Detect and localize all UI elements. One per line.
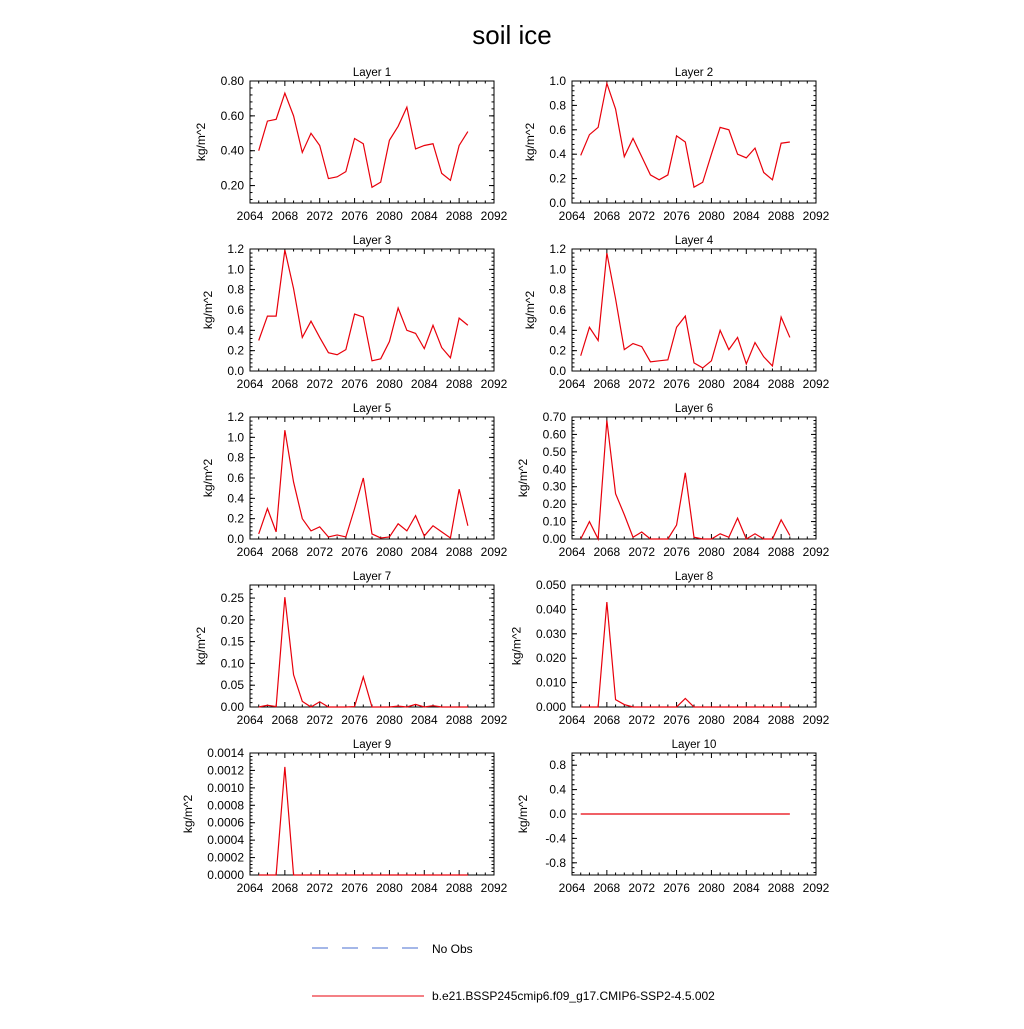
x-tick-label: 2088 (445, 377, 473, 391)
panel-title-7: Layer 7 (352, 571, 392, 583)
x-tick-label: 2092 (802, 881, 830, 895)
y-tick-label: 0.6 (549, 122, 566, 137)
x-tick-label: 2088 (445, 209, 473, 223)
series-line-layer-1 (259, 93, 468, 187)
x-tick-label: 2064 (236, 377, 264, 391)
y-tick-label: 0.2 (549, 343, 566, 358)
x-tick-label: 2068 (271, 377, 299, 391)
panel-title-4: Layer 4 (674, 235, 714, 247)
y-tick-label: 0.0010 (207, 780, 244, 795)
y-axis-label-5: kg/m^2 (200, 458, 215, 498)
x-tick-label: 2084 (410, 713, 438, 727)
y-tick-label: 0.4 (549, 323, 566, 338)
panel-title-6: Layer 6 (674, 403, 714, 415)
x-tick-label: 2076 (341, 377, 368, 391)
x-tick-label: 2068 (271, 881, 299, 895)
x-tick-label: 2084 (410, 377, 438, 391)
series-line-layer-2 (581, 83, 790, 187)
y-tick-label: 0.2 (227, 511, 244, 526)
y-tick-label: 1.2 (227, 242, 244, 256)
x-tick-label: 2080 (698, 377, 725, 391)
x-tick-label: 2068 (593, 545, 621, 559)
y-tick-label: 0.0 (549, 196, 566, 210)
x-tick-label: 2088 (767, 881, 795, 895)
series-line-layer-6 (581, 420, 790, 539)
panel-frame-4 (572, 249, 816, 371)
y-tick-label: 0.8 (549, 282, 566, 297)
x-tick-label: 2064 (558, 545, 586, 559)
y-tick-label: 0.80 (220, 74, 244, 88)
y-tick-label: 0.8 (549, 758, 566, 773)
x-tick-label: 2064 (558, 377, 586, 391)
x-tick-label: 2080 (698, 713, 725, 727)
x-tick-label: 2076 (663, 881, 690, 895)
y-tick-label: 0.0000 (207, 868, 244, 882)
x-tick-label: 2076 (341, 545, 368, 559)
x-tick-label: 2088 (767, 377, 795, 391)
y-tick-label: 0.6 (227, 303, 244, 317)
x-tick-label: 2080 (376, 881, 403, 895)
y-tick-label: 0.0008 (207, 798, 244, 813)
y-tick-label: 0.0014 (207, 746, 244, 760)
y-tick-label: 0.040 (535, 602, 566, 617)
x-tick-label: 2092 (802, 209, 830, 223)
y-tick-label: 0.10 (220, 656, 244, 671)
y-tick-label: 0.8 (227, 450, 244, 465)
y-tick-label: 0.4 (549, 147, 566, 162)
x-tick-label: 2092 (480, 545, 508, 559)
panel-layer-2 (523, 67, 830, 223)
panel-title-5: Layer 5 (352, 403, 392, 415)
x-tick-label: 2084 (732, 713, 760, 727)
x-tick-label: 2064 (236, 209, 264, 223)
x-tick-label: 2064 (236, 881, 264, 895)
x-tick-label: 2084 (410, 545, 438, 559)
x-tick-label: 2088 (445, 713, 473, 727)
x-tick-label: 2080 (698, 209, 725, 223)
x-tick-label: 2068 (271, 545, 299, 559)
y-axis-label-2: kg/m^2 (522, 122, 537, 162)
y-tick-label: 0.0004 (207, 833, 244, 848)
y-tick-label: 0.000 (535, 700, 566, 714)
y-tick-label: 0.4 (227, 491, 244, 506)
x-tick-label: 2084 (410, 881, 438, 895)
x-tick-label: 2064 (236, 545, 264, 559)
y-tick-label: -0.8 (545, 855, 566, 870)
legend (312, 942, 715, 1003)
x-tick-label: 2072 (306, 209, 334, 223)
panel-title-1: Layer 1 (352, 67, 392, 79)
y-axis-label-8: kg/m^2 (509, 626, 524, 666)
series-line-layer-3 (259, 250, 468, 361)
x-tick-label: 2068 (593, 377, 621, 391)
y-tick-label: 1.2 (227, 410, 244, 424)
x-tick-label: 2084 (732, 545, 760, 559)
x-tick-label: 2076 (663, 377, 690, 391)
y-axis-label-9: kg/m^2 (180, 794, 195, 834)
series-line-layer-7 (259, 597, 468, 707)
y-tick-label: 1.0 (227, 430, 244, 445)
x-tick-label: 2092 (802, 713, 830, 727)
x-tick-label: 2076 (341, 881, 368, 895)
y-tick-label: 0.0002 (207, 850, 244, 865)
y-tick-label: 0.6 (227, 471, 244, 485)
y-tick-label: 0.050 (535, 578, 566, 592)
x-tick-label: 2080 (698, 881, 725, 895)
y-tick-label: 0.6 (549, 303, 566, 317)
panel-title-9: Layer 9 (352, 739, 392, 751)
y-tick-label: 0.40 (542, 462, 566, 477)
y-tick-label: 0.030 (535, 626, 566, 641)
x-tick-label: 2072 (306, 713, 334, 727)
x-tick-label: 2068 (271, 209, 299, 223)
y-tick-label: 0.2 (549, 171, 566, 186)
y-tick-label: 0.10 (542, 514, 566, 529)
x-tick-label: 2072 (628, 545, 656, 559)
y-axis-label-3: kg/m^2 (200, 290, 215, 330)
y-tick-label: 0.20 (220, 612, 244, 627)
x-tick-label: 2092 (480, 377, 508, 391)
y-tick-label: 0.70 (542, 410, 566, 424)
panel-layer-5 (201, 403, 508, 559)
x-tick-label: 2088 (767, 209, 795, 223)
y-tick-label: 0.25 (220, 591, 244, 606)
y-tick-label: 0.0006 (207, 815, 244, 830)
x-tick-label: 2092 (802, 545, 830, 559)
y-tick-label: 0.60 (542, 427, 566, 442)
x-tick-label: 2072 (628, 377, 656, 391)
x-tick-label: 2084 (410, 209, 438, 223)
panel-frame-7 (250, 585, 494, 707)
x-tick-label: 2092 (480, 713, 508, 727)
panel-title-2: Layer 2 (674, 67, 714, 79)
y-tick-label: -0.4 (545, 831, 566, 846)
x-tick-label: 2072 (628, 209, 656, 223)
series-line-layer-8 (581, 602, 790, 707)
y-tick-label: 0.020 (535, 651, 566, 666)
y-tick-label: 0.8 (549, 98, 566, 113)
y-axis-label-1: kg/m^2 (194, 122, 209, 162)
y-axis-label-4: kg/m^2 (522, 290, 537, 330)
x-tick-label: 2092 (480, 881, 508, 895)
panel-title-8: Layer 8 (674, 571, 714, 583)
y-tick-label: 0.0 (227, 364, 244, 378)
x-tick-label: 2064 (558, 713, 586, 727)
x-tick-label: 2080 (376, 209, 403, 223)
y-axis-label-7: kg/m^2 (194, 626, 209, 666)
x-tick-label: 2072 (628, 713, 656, 727)
x-tick-label: 2064 (558, 209, 586, 223)
x-tick-label: 2080 (698, 545, 725, 559)
panel-title-3: Layer 3 (352, 235, 392, 247)
panel-layer-6 (516, 403, 829, 559)
panel-frame-3 (250, 249, 494, 371)
panel-frame-5 (250, 417, 494, 539)
panel-title-10: Layer 10 (671, 739, 717, 751)
x-tick-label: 2072 (628, 881, 656, 895)
x-tick-label: 2068 (593, 713, 621, 727)
y-tick-label: 0.0 (549, 807, 566, 821)
y-tick-label: 1.0 (549, 262, 566, 277)
panel-layer-9 (181, 739, 508, 895)
x-tick-label: 2088 (767, 545, 795, 559)
y-axis-label-6: kg/m^2 (516, 458, 531, 498)
y-tick-label: 0.15 (220, 634, 244, 649)
y-tick-label: 0.0 (549, 364, 566, 378)
x-tick-label: 2068 (271, 713, 299, 727)
y-axis-label-10: kg/m^2 (516, 794, 531, 834)
y-tick-label: 0.20 (220, 178, 244, 193)
x-tick-label: 2068 (593, 209, 621, 223)
y-tick-label: 0.60 (220, 108, 244, 123)
x-tick-label: 2072 (306, 881, 334, 895)
y-tick-label: 1.2 (549, 242, 566, 256)
x-tick-label: 2064 (236, 713, 264, 727)
x-tick-label: 2068 (593, 881, 621, 895)
panels (181, 67, 830, 895)
y-tick-label: 0.40 (220, 143, 244, 158)
x-tick-label: 2076 (663, 713, 690, 727)
x-tick-label: 2076 (663, 209, 690, 223)
x-tick-label: 2084 (732, 209, 760, 223)
x-tick-label: 2088 (445, 881, 473, 895)
y-tick-label: 0.8 (227, 282, 244, 297)
legend-obs-label: No Obs (432, 942, 473, 956)
y-tick-label: 0.4 (549, 782, 566, 797)
y-tick-label: 0.30 (542, 479, 566, 494)
series-line-layer-4 (581, 253, 790, 368)
x-tick-label: 2076 (663, 545, 690, 559)
y-tick-label: 0.05 (220, 678, 244, 693)
y-tick-label: 0.20 (542, 497, 566, 512)
panel-layer-1 (194, 67, 507, 223)
x-tick-label: 2080 (376, 713, 403, 727)
series-line-layer-9 (259, 767, 468, 875)
panel-frame-9 (250, 753, 494, 875)
series-line-layer-5 (259, 430, 468, 538)
y-tick-label: 0.010 (535, 675, 566, 690)
panel-layer-3 (201, 235, 508, 391)
x-tick-label: 2072 (306, 545, 334, 559)
panel-layer-10 (516, 739, 829, 895)
y-tick-label: 1.0 (227, 262, 244, 277)
x-tick-label: 2072 (306, 377, 334, 391)
x-tick-label: 2092 (802, 377, 830, 391)
x-tick-label: 2076 (341, 209, 368, 223)
x-tick-label: 2076 (341, 713, 368, 727)
legend-model-label: b.e21.BSSP245cmip6.f09_g17.CMIP6-SSP2-4.5.002 (432, 989, 715, 1003)
x-tick-label: 2084 (732, 881, 760, 895)
y-tick-label: 0.50 (542, 444, 566, 459)
y-tick-label: 0.4 (227, 323, 244, 338)
panel-layer-7 (194, 571, 507, 727)
x-tick-label: 2088 (445, 545, 473, 559)
x-tick-label: 2088 (767, 713, 795, 727)
y-tick-label: 0.0012 (207, 763, 244, 778)
panel-layer-4 (523, 235, 830, 391)
y-tick-label: 0.2 (227, 343, 244, 358)
x-tick-label: 2092 (480, 209, 508, 223)
y-tick-label: 0.0 (227, 532, 244, 546)
y-tick-label: 0.00 (220, 700, 244, 714)
x-tick-label: 2064 (558, 881, 586, 895)
x-tick-label: 2084 (732, 377, 760, 391)
y-tick-label: 0.00 (542, 532, 566, 546)
panel-frame-8 (572, 585, 816, 707)
panel-layer-8 (510, 571, 830, 727)
figure-title: soil ice (472, 20, 552, 50)
x-tick-label: 2080 (376, 545, 403, 559)
x-tick-label: 2080 (376, 377, 403, 391)
y-tick-label: 1.0 (549, 74, 566, 88)
